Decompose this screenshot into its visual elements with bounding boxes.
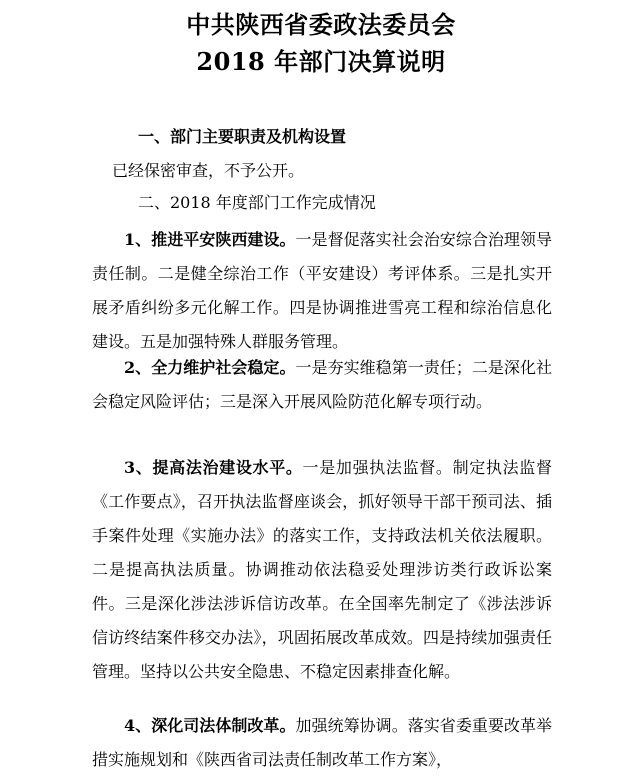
work-item-3	[92, 451, 552, 689]
work-item-4-body: 加强统筹协调。落实省委重要改革举措实施规划和《陕西省司法责任制改革工作方案》，	[92, 716, 552, 769]
document-title-line-2: 2018 年部门决算说明	[196, 47, 446, 76]
section-2-heading: 二、2018 年度部门工作完成情况	[138, 193, 376, 212]
work-item-3-body: 一是加强执法监督。制定执法监督《工作要点》，召开执法监督座谈会，抓好领导干部干预司法、插手案件处理《实施办法》的落实工作，支持政法机关依法履职。二是提高执法质量。协调推动依法稳妥处理涉访类行政诉讼案件。三是深化涉法涉诉信访改革。在全国率先制定了《涉法涉诉信访终结案件移交办法》，巩固拓展改革成效。四是持续加强责任管理。坚持以公共安全隐患、不稳定因素排查化解。	[92, 458, 552, 681]
section-1-heading: 一、部门主要职责及机构设置	[138, 127, 347, 146]
work-item-2-body: 一是夯实维稳第一责任；二是深化社会稳定风险评估；三是深入开展风险防范化解专项行动。	[92, 358, 552, 411]
work-item-2	[92, 351, 552, 419]
work-item-1-body: 一是督促落实社会治安综合治理领导责任制。二是健全综治工作（平安建设）考评体系。三是扎实开展矛盾纠纷多元化解工作。四是协调推进雪亮工程和综治信息化建设。五是加强特殊人群服务管理。	[92, 230, 552, 351]
work-item-4-heading: 4、深化司法体制改革。	[124, 716, 296, 735]
work-item-3-heading: 3、提高法治建设水平。	[124, 458, 303, 477]
section-1-text: 已经保密审查，不予公开。	[112, 161, 305, 180]
work-item-1-heading: 1、推进平安陕西建设。	[124, 230, 296, 249]
work-item-4	[92, 709, 552, 777]
document-title-line-1: 中共陕西省委政法委员会	[186, 10, 456, 39]
work-item-1	[92, 223, 552, 359]
work-item-2-heading: 2、全力维护社会稳定。	[124, 358, 296, 377]
